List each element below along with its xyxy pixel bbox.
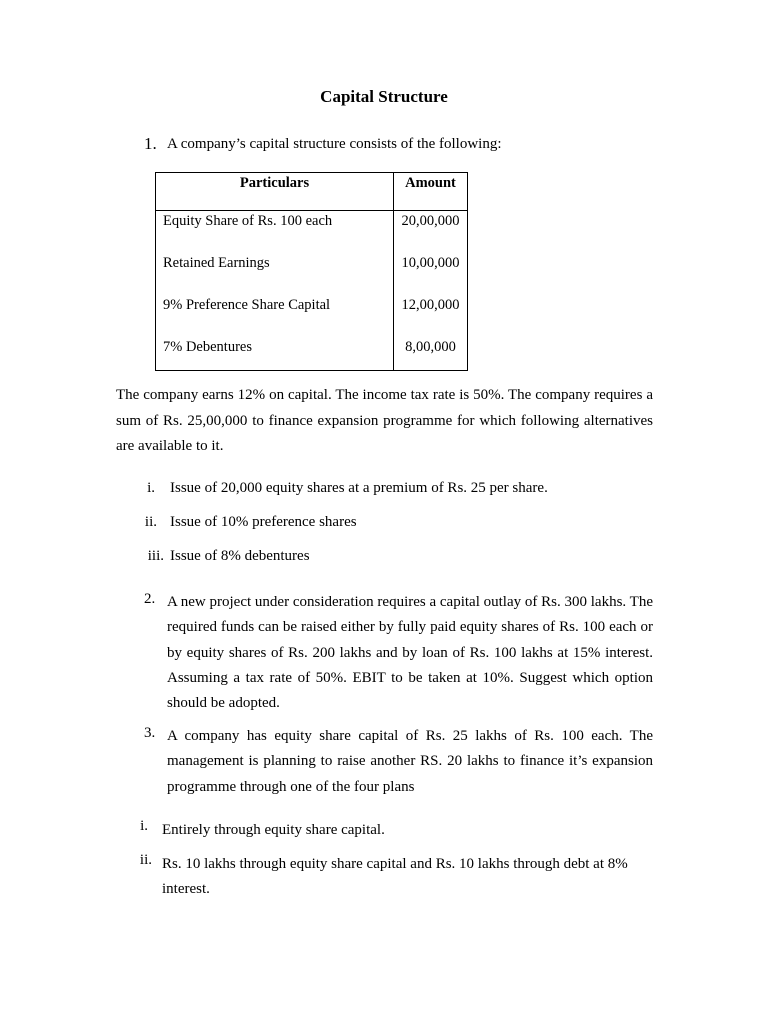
table-row xyxy=(156,338,468,371)
plan-text: Entirely through equity share capital. xyxy=(162,822,385,838)
particular-cell: 9% Preference Share Capital xyxy=(163,297,331,313)
plan-number: i. xyxy=(140,818,148,834)
column-header-particulars: Particulars xyxy=(156,173,394,211)
column-header-amount: Amount xyxy=(394,173,468,211)
amount-cell: 12,00,000 xyxy=(401,297,460,313)
amount-cell: 20,00,000 xyxy=(401,213,460,229)
particular-cell: 7% Debentures xyxy=(163,339,252,355)
capital-structure-table xyxy=(155,172,468,371)
particular-cell: Equity Share of Rs. 100 each xyxy=(163,213,333,229)
plan-text: Rs. 10 lakhs through equity share capital and Rs. 10 lakhs through debt at 8% interest. xyxy=(162,856,628,897)
alternative-text: Issue of 10% preference shares xyxy=(170,514,357,530)
question-3-number: 3. xyxy=(144,725,156,741)
table-row xyxy=(156,296,468,338)
table-row xyxy=(156,211,468,255)
alternative-text: Issue of 8% debentures xyxy=(170,548,310,564)
table-row xyxy=(156,254,468,296)
question-3-text: A company has equity share capital of Rs. 25 lakhs of Rs. 100 each. The management is planning to raise another RS. 20 lakhs to finance it’s expansion programme through one of the four plans xyxy=(167,728,653,795)
question-2-number: 2. xyxy=(144,591,156,607)
alternative-number: i. xyxy=(147,480,155,496)
question-1-paragraph: The company earns 12% on capital. The income tax rate is 50%. The company requires a sum of Rs. 25,00,000 to finance expansion programme for which following alternatives are available to it. xyxy=(116,387,653,454)
question-2-text: A new project under consideration requires a capital outlay of Rs. 300 lakhs. The required funds can be raised either by fully paid equity shares of Rs. 100 each or by equity shares of Rs. 200 lakhs and by loan of Rs. 100 lakhs at 15% interest. Assuming a tax rate of 50%. EBIT to be taken at 10%. Suggest which option should be adopted. xyxy=(167,594,653,712)
page-title: Capital Structure xyxy=(320,87,448,106)
amount-cell: 8,00,000 xyxy=(405,339,456,355)
alternative-number: ii. xyxy=(144,514,157,530)
alternative-text: Issue of 20,000 equity shares at a premium of Rs. 25 per share. xyxy=(170,480,548,496)
plan-number: ii. xyxy=(139,852,152,868)
table-header-row xyxy=(156,173,468,211)
question-1-number: 1. xyxy=(144,134,157,153)
alternative-number: iii. xyxy=(147,548,164,564)
particular-cell: Retained Earnings xyxy=(163,255,270,271)
amount-cell: 10,00,000 xyxy=(401,255,460,271)
question-1-text: A company’s capital structure consists of the following: xyxy=(167,136,502,152)
